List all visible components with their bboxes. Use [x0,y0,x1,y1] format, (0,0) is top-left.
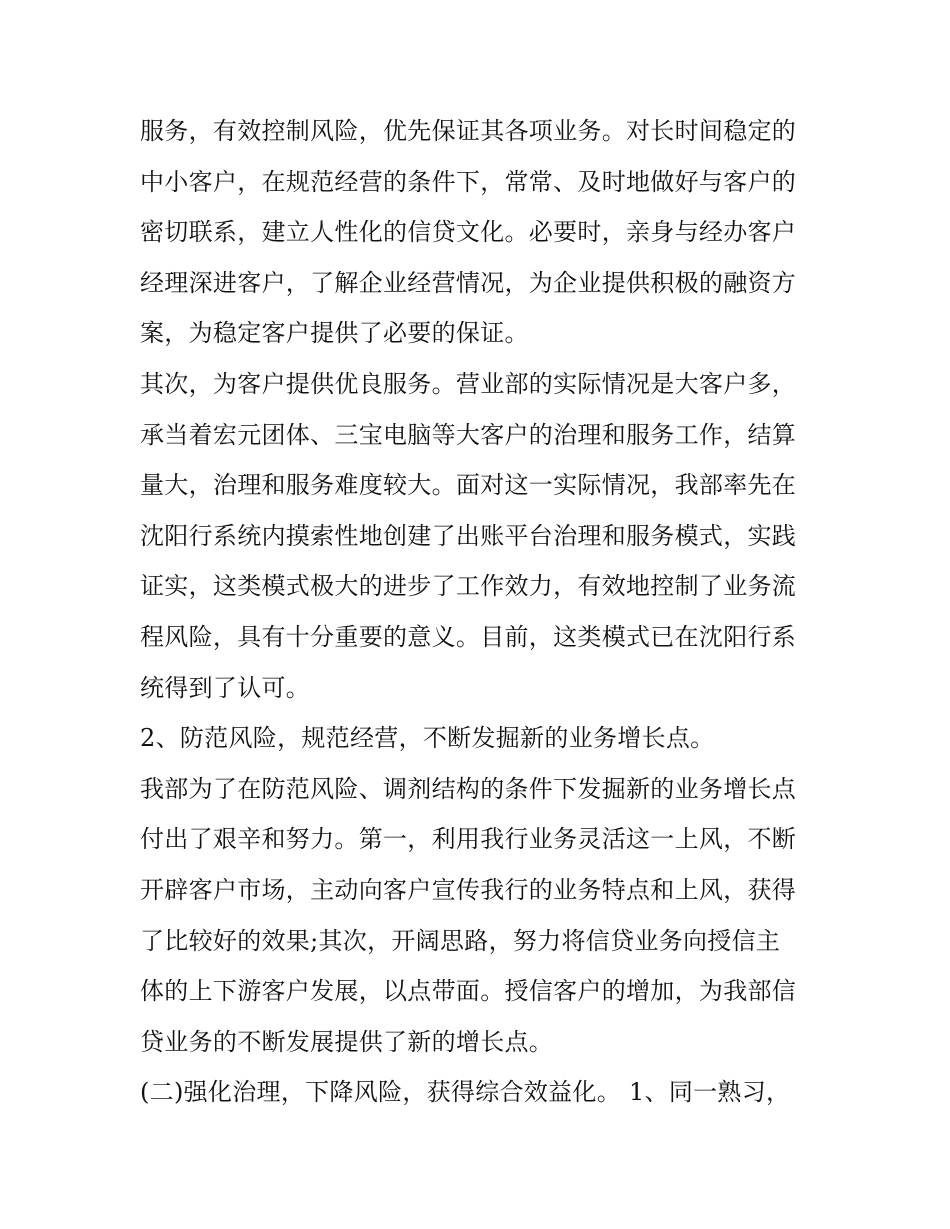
section-heading: 2、防范风险，规范经营，不断发掘新的业务增长点。 [140,724,715,753]
text-line: 案，为稳定客户提供了必要的保证。 [140,319,529,348]
text-line: 我部为了在防范风险、调剂结构的条件下发掘新的业务增长点 [140,774,797,803]
text-line: 证实，这类模式极大的进步了工作效力，有效地控制了业务流 [140,572,797,601]
text-line: 程风险，具有十分重要的意义。目前，这类模式已在沈阳行系 [140,622,797,651]
text-line: 了比较好的效果;其次，开阔思路，努力将信贷业务向授信主 [140,926,781,955]
text-line: 密切联系，建立人性化的信贷文化。必要时，亲身与经办客户 [140,218,797,247]
text-line: 量大，治理和服务难度较大。面对这一实际情况，我部率先在 [140,471,797,500]
body-text [140,106,815,1118]
section-heading: (二)强化治理，下降风险，获得综合效益化。 1、同一熟习， [140,1078,791,1107]
text-line: 其次，为客户提供优良服务。营业部的实际情况是大客户多， [140,369,797,398]
text-line: 开辟客户市场，主动向客户宣传我行的业务特点和上风，获得 [140,875,797,904]
text-line: 体的上下游客户发展，以点带面。授信客户的增加，为我部信 [140,977,797,1006]
text-line: 付出了艰辛和努力。第一，利用我行业务灵活这一上风，不断 [140,825,797,854]
text-line: 贷业务的不断发展提供了新的增长点。 [140,1027,554,1056]
text-line: 中小客户，在规范经营的条件下，常常、及时地做好与客户的 [140,167,797,196]
text-line: 经理深进客户，了解企业经营情况，为企业提供积极的融资方 [140,268,797,297]
text-line: 承当着宏元团体、三宝电脑等大客户的治理和服务工作，结算 [140,420,797,449]
text-line: 服务，有效控制风险，优先保证其各项业务。对长时间稳定的 [140,117,797,145]
text-line: 统得到了认可。 [140,673,311,702]
text-line: 沈阳行系统内摸索性地创建了出账平台治理和服务模式，实践 [140,521,797,550]
